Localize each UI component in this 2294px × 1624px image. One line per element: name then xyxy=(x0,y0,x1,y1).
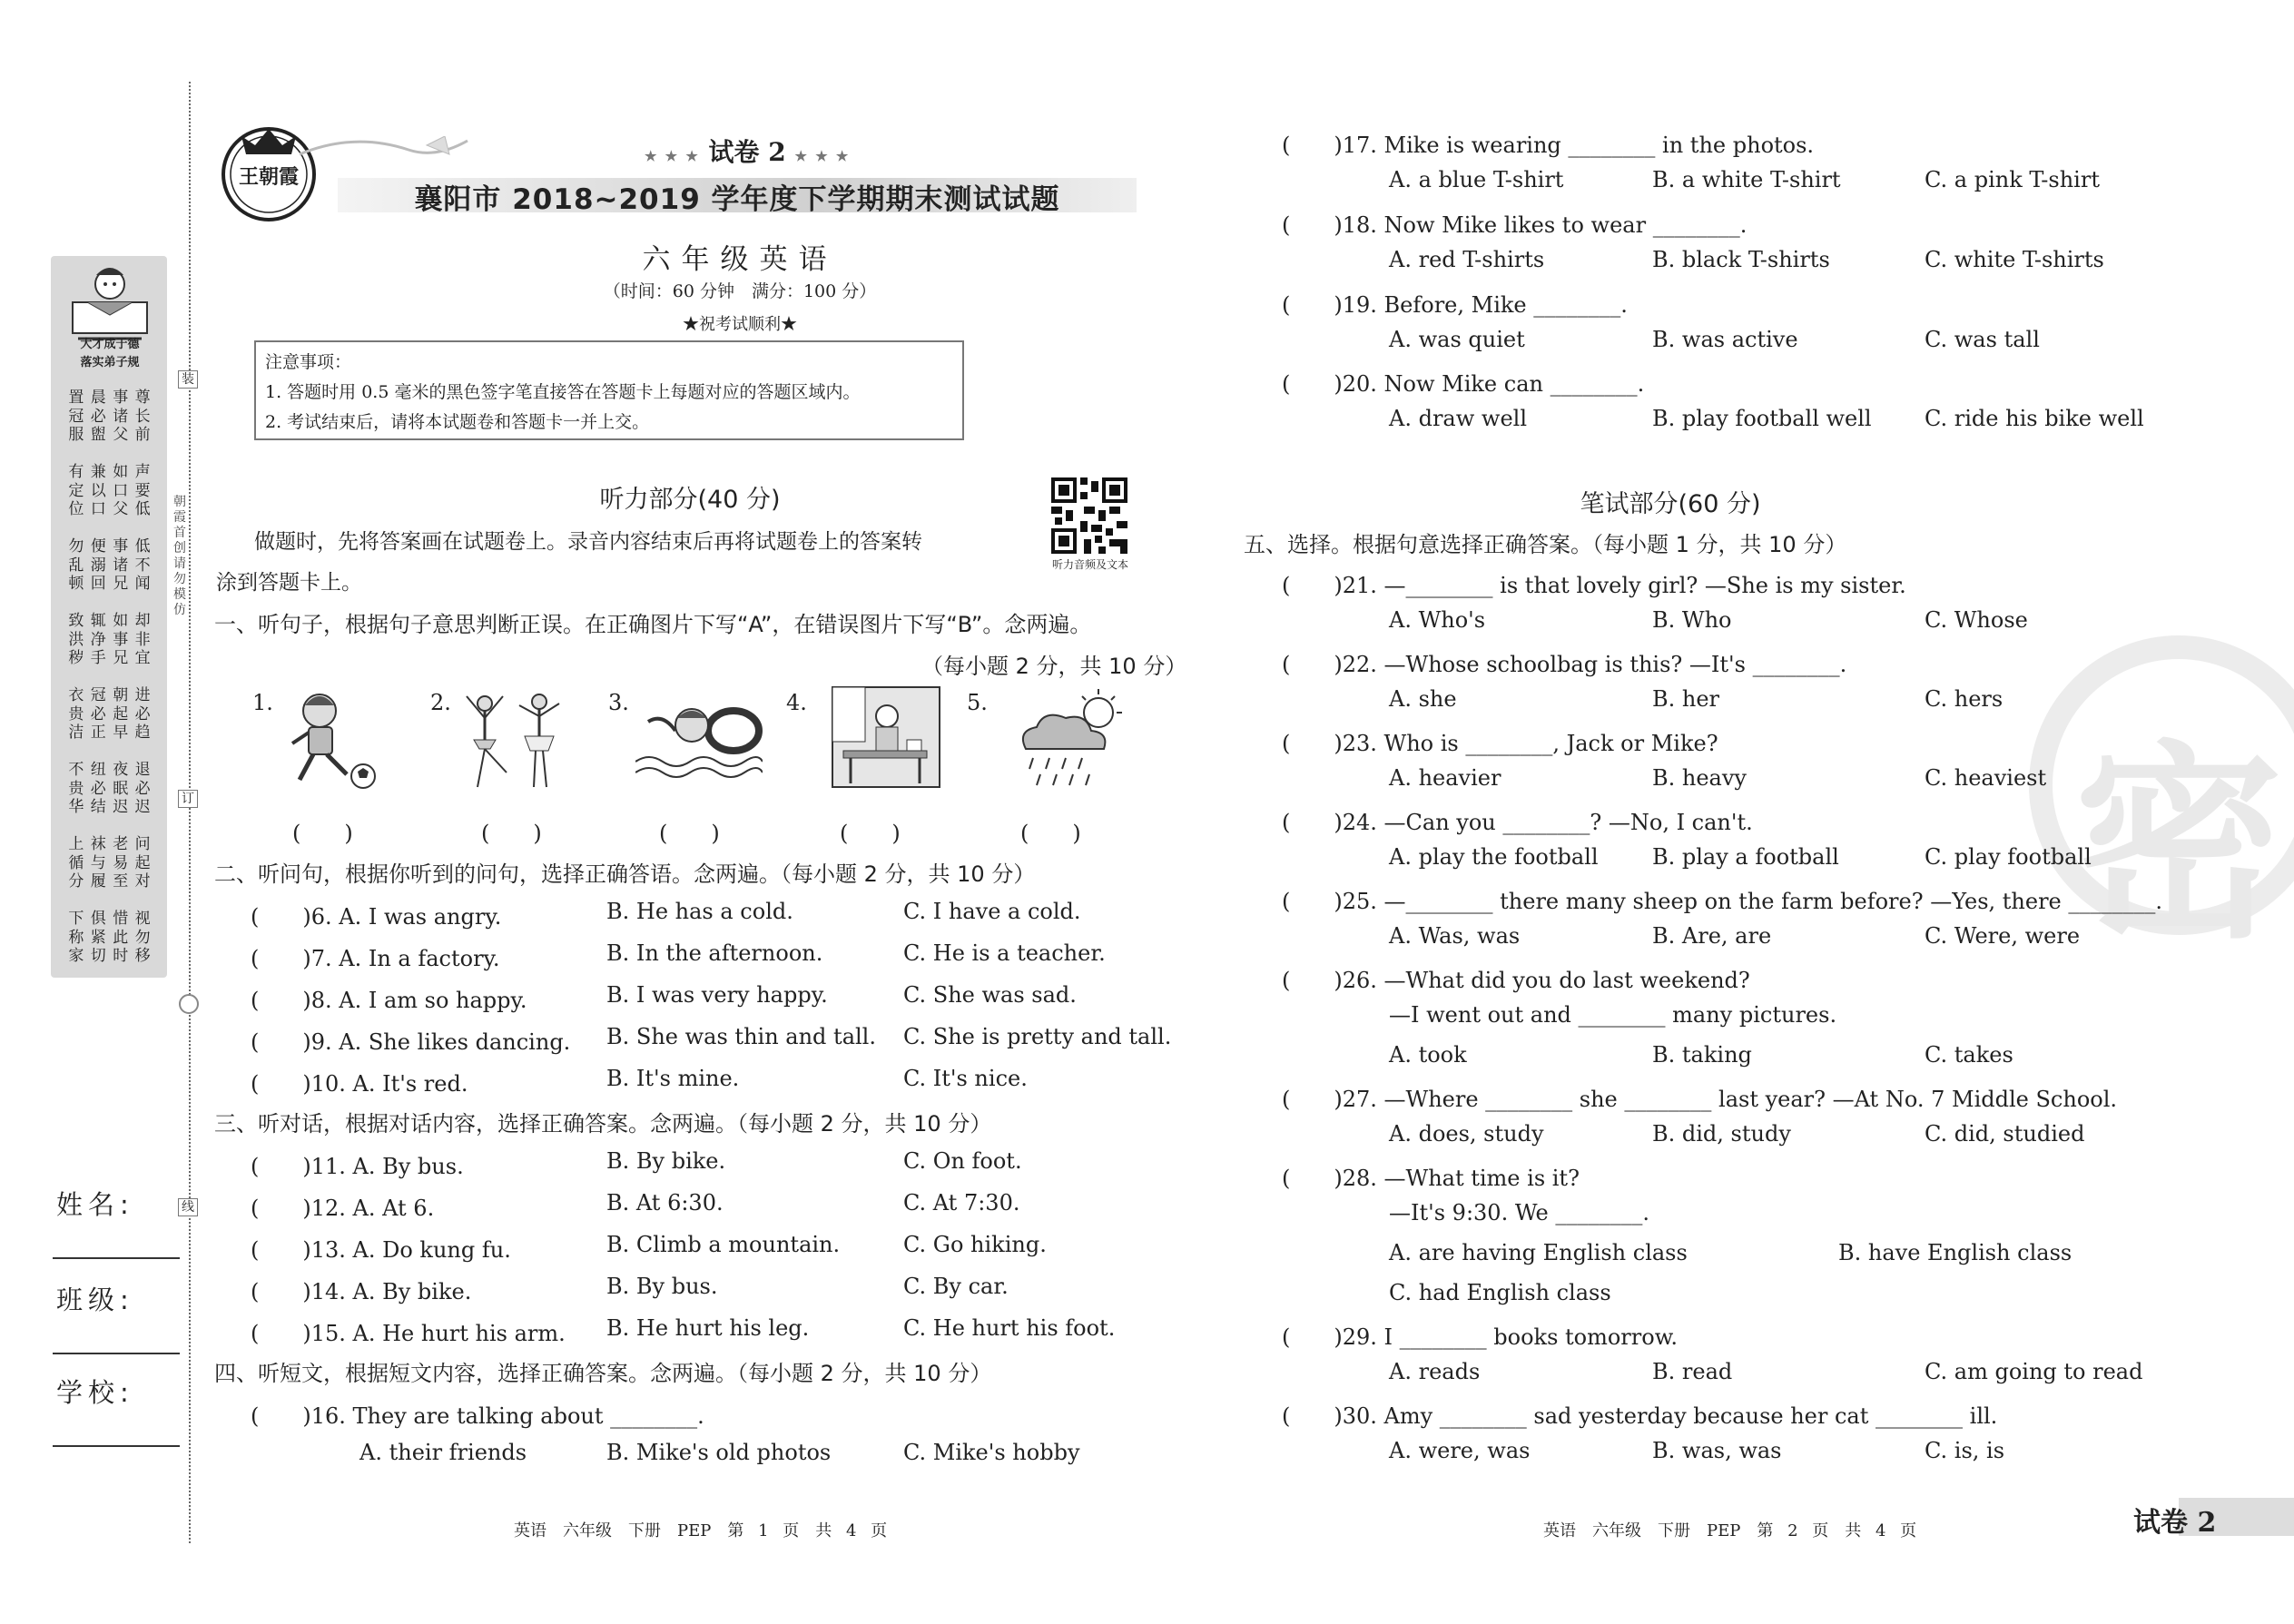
question-24: ( )24. —Can you ________? —No, I can't. xyxy=(1282,810,1753,835)
question-11: ( )11. A. By bus. xyxy=(251,1154,464,1179)
option-b: B. play football well xyxy=(1652,406,1872,431)
option-a: A. were, was xyxy=(1389,1438,1531,1463)
section-5-head: 五、选择。根据句意选择正确答案。（每小题 1 分，共 10 分） xyxy=(1244,532,1847,557)
listening-intro: 涂到答题卡上。 xyxy=(216,571,362,595)
picture-number: 3. xyxy=(608,690,629,715)
exam-subject: 六年级英语 xyxy=(642,243,838,276)
option-a: A. reads xyxy=(1389,1359,1481,1384)
option-a: A. Who's xyxy=(1389,607,1486,633)
answer-blank[interactable]: ( ) xyxy=(292,821,353,846)
notice-box xyxy=(254,340,964,440)
option-a: A. are having English class xyxy=(1389,1240,1688,1265)
option-b: B. He hurt his leg. xyxy=(606,1315,810,1341)
option-b: B. was active xyxy=(1652,327,1798,352)
name-field[interactable] xyxy=(53,1257,180,1259)
option-b: B. It's mine. xyxy=(606,1066,740,1091)
option-b: B. her xyxy=(1652,686,1720,712)
question-26-line2: —I went out and ________ many pictures. xyxy=(1389,1002,1837,1028)
ballet-dancers-icon xyxy=(450,685,577,794)
option-c: C. did, studied xyxy=(1925,1121,2085,1147)
section-1-score: （每小题 2 分，共 10 分） xyxy=(921,654,1187,679)
swimming-boy-icon xyxy=(635,685,763,794)
picture-number: 2. xyxy=(430,690,451,715)
option-a: A. draw well xyxy=(1389,406,1528,431)
option-c: C. Whose xyxy=(1925,607,2028,633)
cloudy-rain-sun-icon xyxy=(1008,685,1135,794)
school-field[interactable] xyxy=(53,1445,180,1447)
option-b: B. She was thin and tall. xyxy=(606,1024,876,1049)
qr-caption: 听力音频及文本 xyxy=(1051,558,1128,571)
option-c: C. white T-shirts xyxy=(1925,247,2104,272)
question-21: ( )21. —________ is that lovely girl? —She is my sister. xyxy=(1282,573,1906,598)
option-a: A. a blue T-shirt xyxy=(1389,167,1564,192)
option-b: B. play a football xyxy=(1652,844,1839,870)
binding-word: 装 xyxy=(178,370,198,389)
answer-blank[interactable]: ( ) xyxy=(840,821,901,846)
option-c: C. On foot. xyxy=(903,1148,1022,1174)
option-c: C. By car. xyxy=(903,1274,1009,1299)
option-c: C. She is pretty and tall. xyxy=(903,1024,1172,1049)
good-luck-text: ★祝考试顺利★ xyxy=(683,315,797,334)
option-c: C. Mike's hobby xyxy=(903,1440,1080,1465)
option-c: C. is, is xyxy=(1925,1438,2005,1463)
picture-number: 5. xyxy=(967,690,988,715)
option-a: A. red T-shirts xyxy=(1389,247,1545,272)
option-c: C. had English class xyxy=(1389,1280,1611,1305)
question-8: ( )8. A. I am so happy. xyxy=(251,988,527,1013)
listening-title: 听力部分(40 分) xyxy=(599,486,781,514)
boy-reading-desk-icon xyxy=(831,685,958,794)
picture-number: 1. xyxy=(252,690,273,715)
motto-line: 大才成于德 xyxy=(80,338,140,351)
publisher-logo-icon xyxy=(214,118,323,227)
option-a: A. she xyxy=(1389,686,1457,712)
option-c: C. heaviest xyxy=(1925,765,2047,791)
question-20: ( )20. Now Mike can ________. xyxy=(1282,371,1645,397)
class-field[interactable] xyxy=(53,1353,180,1354)
question-28: ( )28. —What time is it? xyxy=(1282,1166,1580,1191)
option-b: B. did, study xyxy=(1652,1121,1791,1147)
question-7: ( )7. A. In a factory. xyxy=(251,946,500,971)
binding-word: 订 xyxy=(178,790,198,808)
badge-text: 试卷 2 xyxy=(708,137,786,167)
notice-item: 1. 答题时用 0.5 毫米的黑色签字笔直接答在答题卡上每题对应的答题区域内。 xyxy=(265,382,861,402)
option-c: C. He hurt his foot. xyxy=(903,1315,1116,1341)
option-a: A. was quiet xyxy=(1389,327,1525,352)
option-a: A. took xyxy=(1389,1042,1467,1068)
option-b: B. was, was xyxy=(1652,1438,1782,1463)
confidential-stamp-char: 密 xyxy=(2074,724,2284,967)
time-info: （时间：60 分钟 满分：100 分） xyxy=(603,281,877,301)
page-footer: 英语 六年级 下册 PEP 第 1 页 共 4 页 xyxy=(514,1521,888,1540)
binding-hole-icon xyxy=(179,994,199,1014)
option-b: B. taking xyxy=(1652,1042,1752,1068)
option-c: C. hers xyxy=(1925,686,2004,712)
page-footer: 英语 六年级 下册 PEP 第 2 页 共 4 页 xyxy=(1543,1521,1917,1540)
question-29: ( )29. I ________ books tomorrow. xyxy=(1282,1324,1679,1350)
exam-title: 襄阳市 2018~2019 学年度下学期期末测试试题 xyxy=(414,183,1060,216)
option-b: B. black T-shirts xyxy=(1652,247,1830,272)
answer-blank[interactable]: ( ) xyxy=(1020,821,1081,846)
question-28-line2: —It's 9:30. We ________. xyxy=(1389,1200,1649,1225)
copyright-note: 朝霞首创请勿模仿 xyxy=(173,495,186,617)
question-9: ( )9. A. She likes dancing. xyxy=(251,1029,571,1055)
question-13: ( )13. A. Do kung fu. xyxy=(251,1237,511,1263)
class-label: 班级: xyxy=(56,1284,134,1315)
option-c: C. I have a cold. xyxy=(903,899,1081,924)
option-c: C. takes xyxy=(1925,1042,2013,1068)
option-b: B. Mike's old photos xyxy=(606,1440,832,1465)
motto-line: 落实弟子规 xyxy=(80,356,140,369)
option-a: A. does, study xyxy=(1389,1121,1544,1147)
option-c: C. was tall xyxy=(1925,327,2040,352)
school-label: 学校: xyxy=(56,1377,134,1408)
answer-blank[interactable]: ( ) xyxy=(659,821,720,846)
option-b: B. In the afternoon. xyxy=(606,940,823,966)
svg-text:王朝霞: 王朝霞 xyxy=(238,166,300,189)
question-22: ( )22. —Whose schoolbag is this? —It's ________. xyxy=(1282,652,1847,677)
boy-football-icon xyxy=(272,685,399,794)
margin-poem: 置 晨 事 尊 冠 必 诸 长 服 盥 父 前 有 兼 如 声 定 以 口 要 位 口 父 低 勿 便 事 低 乱 溺 诸 不 顿 回 兄 闻 致 辄 如 却 洪 净 事 非 秽 手 兄 宜 衣 冠 朝 进 贵 必 起 必 洁 正 早 趋 不 纽 夜 退 贵 必 眠 必 华 结 迟 迟 上 袜 老 问 循 与 易 起 分 履 至 对 下 俱 惜 视 称 紧 此 勿 家 切 时 移 xyxy=(68,389,152,965)
question-19: ( )19. Before, Mike ________. xyxy=(1282,292,1628,318)
option-c: C. Go hiking. xyxy=(903,1232,1047,1257)
section-2-head: 二、听问句，根据你听到的问句，选择正确答语。念两遍。（每小题 2 分，共 10 分） xyxy=(214,861,1036,887)
question-25: ( )25. —________ there many sheep on the farm before? —Yes, there ________. xyxy=(1282,889,2163,914)
option-c: C. Were, were xyxy=(1925,923,2081,949)
question-17: ( )17. Mike is wearing ________ in the photos. xyxy=(1282,133,1815,158)
notice-item: 2. 考试结束后，请将本试题卷和答题卡一并上交。 xyxy=(265,412,650,432)
option-c: C. He is a teacher. xyxy=(903,940,1106,966)
option-b: B. I was very happy. xyxy=(606,982,828,1008)
option-b: B. Are, are xyxy=(1652,923,1772,949)
ribbon-decoration-icon xyxy=(300,136,472,163)
question-18: ( )18. Now Mike likes to wear ________. xyxy=(1282,212,1748,238)
option-a: A. their friends xyxy=(359,1440,527,1465)
option-b: B. read xyxy=(1652,1359,1733,1384)
question-30: ( )30. Amy ________ sad yesterday because her cat ________ ill. xyxy=(1282,1403,1998,1429)
binding-word: 线 xyxy=(178,1198,198,1216)
question-12: ( )12. A. At 6. xyxy=(251,1196,435,1221)
question-14: ( )14. A. By bike. xyxy=(251,1279,472,1304)
name-label: 姓名: xyxy=(56,1189,134,1220)
option-b: B. heavy xyxy=(1652,765,1747,791)
option-c: C. play football xyxy=(1925,844,2092,870)
option-a: A. play the football xyxy=(1389,844,1599,870)
answer-blank[interactable]: ( ) xyxy=(481,821,542,846)
option-c: C. It's nice. xyxy=(903,1066,1028,1091)
section-4-head: 四、听短文，根据短文内容，选择正确答案。念两遍。（每小题 2 分，共 10 分） xyxy=(214,1361,992,1386)
qr-code-icon[interactable] xyxy=(1051,477,1127,554)
badge-stars: ★ ★ ★ xyxy=(794,148,851,164)
picture-number: 4. xyxy=(786,690,807,715)
badge-stars: ★ ★ ★ xyxy=(645,148,700,164)
option-c: C. ride his bike well xyxy=(1925,406,2144,431)
option-a: A. Was, was xyxy=(1389,923,1521,949)
section-3-head: 三、听对话，根据对话内容，选择正确答案。念两遍。（每小题 2 分，共 10 分） xyxy=(214,1111,992,1137)
question-16: ( )16. They are talking about ________. xyxy=(251,1403,704,1429)
listening-intro: 做题时，先将答案画在试题卷上。录音内容结束后再将试题卷上的答案转 xyxy=(254,530,922,554)
question-10: ( )10. A. It's red. xyxy=(251,1071,468,1097)
margin-motto xyxy=(56,336,163,372)
option-b: B. have English class xyxy=(1838,1240,2072,1265)
option-b: B. By bike. xyxy=(606,1148,726,1174)
option-b: B. Who xyxy=(1652,607,1732,633)
option-c: C. am going to read xyxy=(1925,1359,2143,1384)
option-b: B. By bus. xyxy=(606,1274,718,1299)
paper-badge xyxy=(645,133,850,169)
option-b: B. At 6:30. xyxy=(606,1190,724,1216)
option-c: C. a pink T-shirt xyxy=(1925,167,2100,192)
option-b: B. a white T-shirt xyxy=(1652,167,1841,192)
corner-badge: 试卷 2 xyxy=(2133,1507,2217,1539)
option-c: C. She was sad. xyxy=(903,982,1077,1008)
section-1-head: 一、听句子，根据句子意思判断正误。在正确图片下写“A”，在错误图片下写“B”。念两遍。 xyxy=(214,612,1092,637)
option-c: C. At 7:30. xyxy=(903,1190,1020,1216)
question-23: ( )23. Who is ________, Jack or Mike? xyxy=(1282,731,1718,756)
binding-cut-line xyxy=(189,82,191,1543)
question-6: ( )6. A. I was angry. xyxy=(251,904,502,930)
option-a: A. heavier xyxy=(1389,765,1501,791)
question-27: ( )27. —Where ________ she ________ last year? —At No. 7 Middle School. xyxy=(1282,1087,2118,1112)
option-b: B. Climb a mountain. xyxy=(606,1232,841,1257)
question-15: ( )15. A. He hurt his arm. xyxy=(251,1321,566,1346)
option-b: B. He has a cold. xyxy=(606,899,793,924)
writing-title: 笔试部分(60 分) xyxy=(1580,490,1761,518)
question-26: ( )26. —What did you do last weekend? xyxy=(1282,968,1750,993)
notice-title: 注意事项： xyxy=(265,352,352,372)
